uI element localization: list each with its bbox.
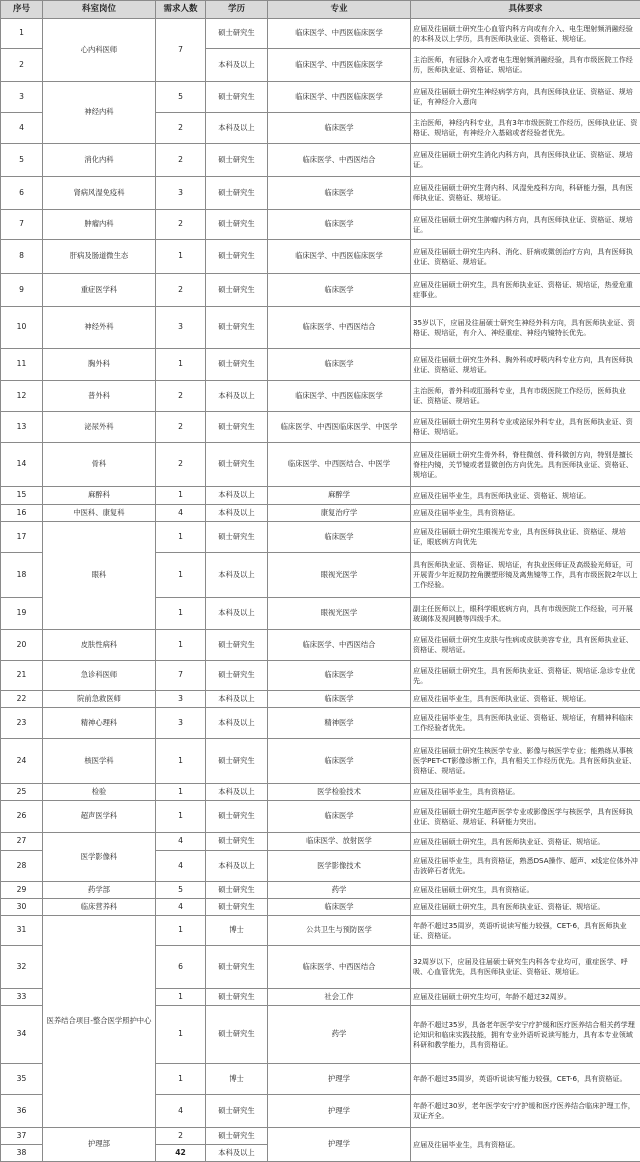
count-cell: 3: [156, 177, 206, 210]
row-no: 7: [1, 210, 43, 240]
major-cell: 临床医学、中西医临床医学、中医学: [268, 412, 411, 443]
req-cell: 应届及往届硕士研究生肿瘤内科方向，具有医师执业证、资格证、规培证。: [411, 210, 640, 240]
edu-cell: 硕士研究生: [206, 833, 268, 851]
major-cell: 临床医学: [268, 691, 411, 708]
req-cell: 应届及往届硕士研究生均可，年龄不超过32周岁。: [411, 989, 640, 1006]
count-cell: 2: [156, 381, 206, 412]
major-cell: 医学影像技术: [268, 851, 411, 882]
major-cell: 护理学: [268, 1064, 411, 1095]
dept-cell: 护理部: [43, 1128, 156, 1162]
count-cell: 2: [156, 113, 206, 144]
req-cell: 应届及往届毕业生，具有资格证。: [411, 505, 640, 522]
count-cell: 1: [156, 989, 206, 1006]
major-cell: 临床医学、中西医结合、中医学: [268, 443, 411, 487]
major-cell: 康复治疗学: [268, 505, 411, 522]
table-row: [1, 739, 640, 784]
req-cell: 具有医师执业证、资格证、规培证，有执业医师证及高级验光师证，可开展青少年近视防控角膜塑形镜及离焦镜等工作，具有市级医院2年以上工作经验。: [411, 553, 640, 598]
req-cell: 应届及往届硕士研究生，具有医师执业证、资格证、规培证。: [411, 899, 640, 916]
dept-cell: 泌尿外科: [43, 412, 156, 443]
count-cell: 3: [156, 708, 206, 739]
req-cell: 应届及往届硕士研究生骨外科，脊柱微创、骨科微创方向，特别是擅长脊柱内镜，关节镜或者显微创伤方向优先。具有医师执业证、资格证、规培证。: [411, 443, 640, 487]
table-row: [1, 274, 640, 307]
table-row: [1, 349, 640, 381]
edu-cell: 硕士研究生: [206, 661, 268, 691]
req-cell: 应届及往届硕士研究生消化内科方向，具有医师执业证、资格证、规培证。: [411, 144, 640, 177]
req-cell: 应届及往届毕业生，具有医师执业证、资格证、规培证。: [411, 487, 640, 505]
count-cell: 4: [156, 1095, 206, 1128]
count-cell: 3: [156, 691, 206, 708]
row-no: 10: [1, 307, 43, 349]
dept-cell: 心内科医师: [43, 19, 156, 82]
edu-cell: 本科及以上: [206, 49, 268, 82]
dept-cell: 药学部: [43, 882, 156, 899]
row-no: 3: [1, 82, 43, 113]
count-cell: 6: [156, 946, 206, 989]
edu-cell: 本科及以上: [206, 487, 268, 505]
header-req: 具体要求: [411, 1, 640, 19]
count-cell: 1: [156, 349, 206, 381]
row-no: 34: [1, 1006, 43, 1064]
count-cell: 5: [156, 82, 206, 113]
dept-cell: 麻醉科: [43, 487, 156, 505]
dept-cell: 神经内科: [43, 82, 156, 144]
table-row: [1, 144, 640, 177]
table-row: [1, 899, 640, 916]
major-cell: 临床医学: [268, 661, 411, 691]
major-cell: 临床医学、中西医临床医学: [268, 240, 411, 274]
row-no: 38: [1, 1145, 43, 1162]
edu-cell: 硕士研究生: [206, 210, 268, 240]
count-cell: 1: [156, 916, 206, 946]
edu-cell: 硕士研究生: [206, 240, 268, 274]
row-no: 35: [1, 1064, 43, 1095]
req-cell: 主治医师，有冠脉介入或者电生理射频消融经验，具有市级医院工作经历，医师执业证、资格证、规培证。: [411, 49, 640, 82]
dept-cell: 消化内科: [43, 144, 156, 177]
count-cell: 42: [156, 1145, 206, 1162]
table-row: [1, 505, 640, 522]
req-cell: 应届及往届硕士研究生男科专业或泌尿外科专业，具有医师执业证、资格证、规培证。: [411, 412, 640, 443]
edu-cell: 硕士研究生: [206, 82, 268, 113]
dept-cell: 骨科: [43, 443, 156, 487]
major-cell: 社会工作: [268, 989, 411, 1006]
count-cell: 2: [156, 443, 206, 487]
req-cell: 应届及往届硕士研究生，具有资格证。: [411, 882, 640, 899]
row-no: 6: [1, 177, 43, 210]
dept-cell: 胸外科: [43, 349, 156, 381]
req-cell: 应届及往届硕士研究生肾内科、风湿免疫科方向，科研能力强，具有医师执业证、资格证、规培证。: [411, 177, 640, 210]
row-no: 15: [1, 487, 43, 505]
edu-cell: 本科及以上: [206, 1145, 268, 1162]
count-cell: 1: [156, 598, 206, 630]
edu-cell: 硕士研究生: [206, 274, 268, 307]
dept-cell: 急诊科医师: [43, 661, 156, 691]
major-cell: 临床医学、中西医临床医学: [268, 49, 411, 82]
req-cell: 应届及往届硕士研究生超声医学专业或影像医学与核医学，具有医师执业证、资格证、规培证、科研能力突出。: [411, 801, 640, 833]
req-cell: 应届及往届硕士研究生核医学专业、影像与核医学专业；能熟练从事核医学PET-CT影像诊断工作，具有相关工作经历优先。具有医师执业证、资格证、规培证。: [411, 739, 640, 784]
row-no: 29: [1, 882, 43, 899]
row-no: 23: [1, 708, 43, 739]
count-cell: 1: [156, 1006, 206, 1064]
major-cell: 临床医学: [268, 739, 411, 784]
edu-cell: 硕士研究生: [206, 882, 268, 899]
major-cell: 眼视光医学: [268, 598, 411, 630]
row-no: 14: [1, 443, 43, 487]
req-cell: 应届及往届毕业生，具有资格证，熟悉DSA操作、超声、x线定位体外冲击波碎石者优先。: [411, 851, 640, 882]
req-cell: 主治医师，普外科或肛肠科专业，具有市级医院工作经历，医师执业证、资格证、规培证。: [411, 381, 640, 412]
edu-cell: 硕士研究生: [206, 349, 268, 381]
count-cell: 2: [156, 210, 206, 240]
dept-cell: 医养结合项目-整合医学照护中心: [43, 916, 156, 1128]
row-no: 32: [1, 946, 43, 989]
major-cell: 临床医学: [268, 177, 411, 210]
count-cell: 1: [156, 739, 206, 784]
row-no: 33: [1, 989, 43, 1006]
table-row: [1, 412, 640, 443]
edu-cell: 硕士研究生: [206, 144, 268, 177]
table-row: [1, 487, 640, 505]
dept-cell: 精神心理科: [43, 708, 156, 739]
major-cell: 临床医学: [268, 522, 411, 553]
row-no: 13: [1, 412, 43, 443]
edu-cell: 硕士研究生: [206, 899, 268, 916]
major-cell: 临床医学、中西医结合: [268, 946, 411, 989]
row-no: 37: [1, 1128, 43, 1145]
count-cell: 1: [156, 784, 206, 801]
row-no: 8: [1, 240, 43, 274]
table-row: [1, 381, 640, 412]
major-cell: 医学检验技术: [268, 784, 411, 801]
req-cell: 应届及往届硕士研究生外科、胸外科或呼吸内科专业方向，具有医师执业证、资格证、规培证。: [411, 349, 640, 381]
count-cell: 1: [156, 487, 206, 505]
row-no: 31: [1, 916, 43, 946]
count-cell: 7: [156, 19, 206, 82]
major-cell: 护理学: [268, 1095, 411, 1128]
row-no: 19: [1, 598, 43, 630]
count-cell: 1: [156, 522, 206, 553]
major-cell: 药学: [268, 882, 411, 899]
table-row: [1, 833, 640, 851]
major-cell: 精神医学: [268, 708, 411, 739]
req-cell: 年龄不超过35岁，具备老年医学安宁疗护缓和医疗医养结合相关药学理论知识和临床实践技能，拥有专业外语听说读写能力，具有本专业领域科研和教学能力，具有资格证。: [411, 1006, 640, 1064]
header-major: 专业: [268, 1, 411, 19]
major-cell: 临床医学、中西医临床医学: [268, 82, 411, 113]
edu-cell: 本科及以上: [206, 381, 268, 412]
count-cell: 1: [156, 630, 206, 661]
major-cell: 临床医学: [268, 801, 411, 833]
dept-cell: 肝病及肠道微生态: [43, 240, 156, 274]
major-cell: 临床医学: [268, 274, 411, 307]
count-cell: 1: [156, 553, 206, 598]
row-no: 18: [1, 553, 43, 598]
row-no: 27: [1, 833, 43, 851]
header-count: 需求人数: [156, 1, 206, 19]
req-cell: 应届及往届毕业生，具有医师执业证、资格证、规培证，有精神科临床工作经验者优先。: [411, 708, 640, 739]
major-cell: 临床医学、中西医临床医学: [268, 381, 411, 412]
count-cell: 5: [156, 882, 206, 899]
major-cell: 临床医学、放射医学: [268, 833, 411, 851]
dept-cell: 中医科、康复科: [43, 505, 156, 522]
count-cell: 7: [156, 661, 206, 691]
table-row: [1, 916, 640, 946]
table-row: [1, 443, 640, 487]
req-cell: 应届及往届硕士研究生，具有医师执业证、资格证、规培证。: [411, 833, 640, 851]
dept-cell: 临床营养科: [43, 899, 156, 916]
major-cell: 麻醉学: [268, 487, 411, 505]
dept-cell: 医学影像科: [43, 833, 156, 882]
edu-cell: 硕士研究生: [206, 307, 268, 349]
row-no: 11: [1, 349, 43, 381]
req-cell: 应届及往届毕业生，具有医师执业证、资格证、规培证。: [411, 691, 640, 708]
edu-cell: 硕士研究生: [206, 177, 268, 210]
edu-cell: 硕士研究生: [206, 801, 268, 833]
major-cell: 临床医学、中西医临床医学: [268, 19, 411, 49]
table-row: [1, 522, 640, 553]
edu-cell: 硕士研究生: [206, 443, 268, 487]
req-cell: 主治医师，神经内科专业，具有3年市级医院工作经历，医师执业证、资格证、规培证，有神经介入基础或者经验者优先。: [411, 113, 640, 144]
req-cell: 应届及往届硕士研究生，具有医师执业证、资格证、规培证，热爱危重症事业。: [411, 274, 640, 307]
req-cell: 32周岁以下，应届及往届硕士研究生内科各专业均可，重症医学、呼吸、心血管优先，具有医师执业证、资格证、规培证。: [411, 946, 640, 989]
count-cell: 4: [156, 851, 206, 882]
req-cell: 应届及往届毕业生，具有资格证。: [411, 1128, 640, 1162]
edu-cell: 硕士研究生: [206, 989, 268, 1006]
dept-cell: 核医学科: [43, 739, 156, 784]
table-row: [1, 240, 640, 274]
row-no: 5: [1, 144, 43, 177]
edu-cell: 本科及以上: [206, 691, 268, 708]
row-no: 17: [1, 522, 43, 553]
dept-cell: 神经外科: [43, 307, 156, 349]
dept-cell: 院前急救医师: [43, 691, 156, 708]
count-cell: 1: [156, 240, 206, 274]
req-cell: 应届及往届毕业生，具有资格证。: [411, 784, 640, 801]
edu-cell: 硕士研究生: [206, 412, 268, 443]
edu-cell: 硕士研究生: [206, 1128, 268, 1145]
table-row: [1, 630, 640, 661]
edu-cell: 博士: [206, 1064, 268, 1095]
header-edu: 学历: [206, 1, 268, 19]
edu-cell: 硕士研究生: [206, 1006, 268, 1064]
row-no: 30: [1, 899, 43, 916]
table-row: [1, 307, 640, 349]
row-no: 28: [1, 851, 43, 882]
req-cell: 年龄不超过35周岁，英语听说读写能力较强，CET-6，具有医师执业证、资格证。: [411, 916, 640, 946]
row-no: 24: [1, 739, 43, 784]
count-cell: 1: [156, 1064, 206, 1095]
dept-cell: 肾病风湿免疫科: [43, 177, 156, 210]
major-cell: 临床医学: [268, 349, 411, 381]
edu-cell: 本科及以上: [206, 553, 268, 598]
table-row: [1, 210, 640, 240]
dept-cell: 皮肤性病科: [43, 630, 156, 661]
row-no: 4: [1, 113, 43, 144]
header-no: 序号: [1, 1, 43, 19]
edu-cell: 硕士研究生: [206, 946, 268, 989]
req-cell: 应届及往届硕士研究生皮肤与性病或皮肤美容专业，具有医师执业证、资格证、规培证。: [411, 630, 640, 661]
edu-cell: 本科及以上: [206, 505, 268, 522]
req-cell: 应届及往届硕士研究生心血管内科方向或有介入、电生理射频消融经验的本科及以上学历，具有医师执业证、资格证、规培证。: [411, 19, 640, 49]
edu-cell: 本科及以上: [206, 113, 268, 144]
table-row: [1, 882, 640, 899]
dept-cell: 普外科: [43, 381, 156, 412]
count-cell: 2: [156, 144, 206, 177]
edu-cell: 硕士研究生: [206, 1095, 268, 1128]
table-row: [1, 784, 640, 801]
table-row: [1, 1128, 640, 1145]
edu-cell: 硕士研究生: [206, 630, 268, 661]
major-cell: 临床医学: [268, 113, 411, 144]
req-cell: 年龄不超过30岁，老年医学安宁疗护缓和医疗医养结合临床护理工作，双证齐全。: [411, 1095, 640, 1128]
major-cell: 临床医学、中西医结合: [268, 307, 411, 349]
major-cell: 临床医学、中西医结合: [268, 630, 411, 661]
req-cell: 副主任医师以上，眼科学眼底病方向，具有市级医院工作经验，可开展玻璃体及视网膜等四级手术。: [411, 598, 640, 630]
dept-cell: 眼科: [43, 522, 156, 630]
dept-cell: 检验: [43, 784, 156, 801]
req-cell: 应届及往届硕士研究生神经病学方向，具有医师执业证、资格证、规培证，有神经介入意向: [411, 82, 640, 113]
req-cell: 应届及往届硕士研究生眼视光专业，具有医师执业证、资格证、规培证，眼底病方向优先: [411, 522, 640, 553]
major-cell: 眼视光医学: [268, 553, 411, 598]
count-cell: 4: [156, 505, 206, 522]
edu-cell: 硕士研究生: [206, 19, 268, 49]
req-cell: 应届及往届硕士研究生，具有医师执业证、资格证、规培证.急诊专业优先。: [411, 661, 640, 691]
major-cell: 临床医学、中西医结合: [268, 144, 411, 177]
table-row: [1, 177, 640, 210]
edu-cell: 硕士研究生: [206, 739, 268, 784]
edu-cell: 本科及以上: [206, 598, 268, 630]
row-no: 2: [1, 49, 43, 82]
major-cell: 临床医学: [268, 899, 411, 916]
count-cell: 1: [156, 801, 206, 833]
edu-cell: 硕士研究生: [206, 522, 268, 553]
table-row: [1, 661, 640, 691]
count-cell: 2: [156, 1128, 206, 1145]
table-row: [1, 708, 640, 739]
req-cell: 35岁以下，应届及往届硕士研究生神经外科方向，具有医师执业证、资格证、规培证，有介入、神经重症、神经内镜特长优先。: [411, 307, 640, 349]
major-cell: 护理学: [268, 1128, 411, 1162]
row-no: 16: [1, 505, 43, 522]
row-no: 1: [1, 19, 43, 49]
row-no: 20: [1, 630, 43, 661]
edu-cell: 本科及以上: [206, 708, 268, 739]
count-cell: 2: [156, 412, 206, 443]
count-cell: 4: [156, 899, 206, 916]
count-cell: 3: [156, 307, 206, 349]
edu-cell: 本科及以上: [206, 784, 268, 801]
major-cell: 公共卫生与预防医学: [268, 916, 411, 946]
table-header-row: [1, 1, 640, 19]
table-row: [1, 691, 640, 708]
req-cell: 年龄不超过35周岁，英语听说读写能力较强，CET-6，具有资格证。: [411, 1064, 640, 1095]
major-cell: 药学: [268, 1006, 411, 1064]
dept-cell: 重症医学科: [43, 274, 156, 307]
count-cell: 4: [156, 833, 206, 851]
row-no: 12: [1, 381, 43, 412]
table-row: [1, 82, 640, 113]
major-cell: 临床医学: [268, 210, 411, 240]
edu-cell: 本科及以上: [206, 851, 268, 882]
row-no: 9: [1, 274, 43, 307]
table-row: [1, 19, 640, 49]
table-row: [1, 801, 640, 833]
dept-cell: 肿瘤内科: [43, 210, 156, 240]
header-dept: 科室岗位: [43, 1, 156, 19]
count-cell: 2: [156, 274, 206, 307]
dept-cell: 超声医学科: [43, 801, 156, 833]
row-no: 36: [1, 1095, 43, 1128]
req-cell: 应届及往届硕士研究生内科、消化、肝病或微创治疗方向，具有医师执业证、资格证、规培证。: [411, 240, 640, 274]
row-no: 26: [1, 801, 43, 833]
row-no: 21: [1, 661, 43, 691]
row-no: 25: [1, 784, 43, 801]
edu-cell: 博士: [206, 916, 268, 946]
row-no: 22: [1, 691, 43, 708]
